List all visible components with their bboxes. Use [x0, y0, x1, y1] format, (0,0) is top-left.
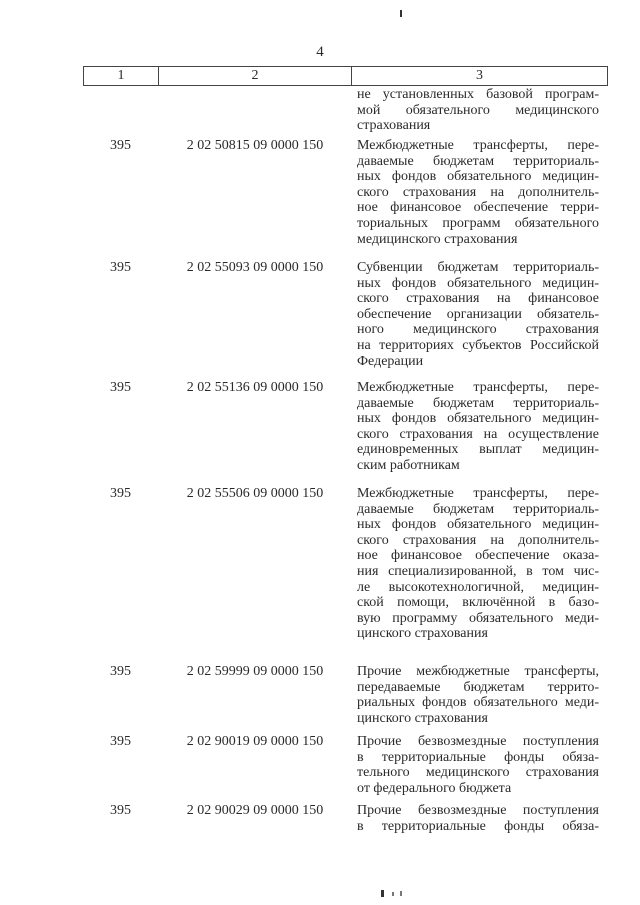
- text-line: даваемые бюджетам территориаль-: [357, 153, 599, 169]
- text-line: обеспечение организации обязатель-: [357, 306, 599, 322]
- revenue-code: 2 02 55506 09 0000 150: [186, 486, 324, 501]
- admin-code: 395: [110, 486, 131, 501]
- header-col-1: 1: [84, 67, 159, 85]
- revenue-code: 2 02 55136 09 0000 150: [186, 380, 324, 395]
- revenue-description: [357, 486, 599, 642]
- revenue-code: 2 02 90019 09 0000 150: [186, 734, 324, 749]
- text-line: не установленных базовой програм-: [357, 87, 599, 102]
- table-header: [83, 66, 608, 86]
- text-line: Межбюджетные трансферты, пере-: [357, 138, 599, 153]
- text-line: ского страхования на финансовое: [357, 291, 599, 307]
- text-line: ского страхования на дополнитель-: [357, 532, 599, 548]
- revenue-code: 2 02 55093 09 0000 150: [186, 260, 324, 275]
- text-line: Прочие безвозмездные поступления: [357, 734, 599, 749]
- text-line: Межбюджетные трансферты, пере-: [357, 486, 599, 501]
- scan-mark-top: [400, 10, 402, 17]
- text-line: цинского страхования: [357, 626, 488, 642]
- text-line: единовременных выплат медицин-: [357, 442, 599, 458]
- revenue-description: [357, 138, 599, 247]
- text-line: ное финансовое обеспечение терри-: [357, 200, 599, 216]
- text-line: страхования: [357, 118, 431, 134]
- revenue-code: 2 02 50815 09 0000 150: [186, 138, 324, 153]
- text-line: в территориальные фонды обяза-: [357, 749, 599, 765]
- text-line: ториальных программ обязательного: [357, 215, 599, 231]
- text-line: ного медицинского страхования: [357, 322, 599, 338]
- revenue-code: 2 02 90029 09 0000 150: [186, 803, 324, 818]
- admin-code: 395: [110, 138, 131, 153]
- text-line: даваемые бюджетам территориаль-: [357, 395, 599, 411]
- scan-mark-bottom-2: [392, 892, 394, 896]
- text-line: ния специализированной, в том чис-: [357, 563, 599, 579]
- text-line: ных фондов обязательного медицин-: [357, 275, 599, 291]
- text-line: ского страхования на дополнитель-: [357, 184, 599, 200]
- text-line: Федерации: [357, 353, 424, 369]
- text-line: медицинского страхования: [357, 231, 518, 247]
- revenue-description: [357, 260, 599, 369]
- scan-mark-bottom: [381, 890, 384, 897]
- revenue-description: [357, 803, 599, 834]
- text-line: ским работникам: [357, 457, 460, 473]
- text-line: цинского страхования: [357, 710, 488, 726]
- text-line: ской помощи, включённой в базо-: [357, 595, 599, 611]
- text-line: вую программу обязательного меди-: [357, 610, 599, 626]
- text-line: в территориальные фонды обяза-: [357, 818, 599, 834]
- text-line: от федерального бюджета: [357, 780, 512, 796]
- text-line: ных фондов обязательного медицин-: [357, 169, 599, 185]
- text-line: ле высокотехнологичной, медицин-: [357, 579, 599, 595]
- page-number: 4: [316, 44, 324, 60]
- header-col-3: 3: [476, 68, 483, 83]
- text-line: мой обязательного медицинского: [357, 102, 599, 118]
- text-line: Субвенции бюджетам территориаль-: [357, 260, 599, 275]
- admin-code: 395: [110, 734, 131, 749]
- text-line: ное финансовое обеспечение оказа-: [357, 548, 599, 564]
- text-line: риальных фондов обязательного меди-: [357, 695, 599, 711]
- revenue-description: [357, 734, 599, 796]
- text-line: Прочие межбюджетные трансферты,: [357, 664, 599, 679]
- admin-code: 395: [110, 803, 131, 818]
- text-line: передаваемые бюджетам террито-: [357, 679, 599, 695]
- text-line: тельного медицинского страхования: [357, 765, 599, 781]
- header-col-2: 2: [159, 67, 352, 85]
- text-line: ных фондов обязательного медицин-: [357, 517, 599, 533]
- text-line: даваемые бюджетам территориаль-: [357, 501, 599, 517]
- revenue-description: [357, 380, 599, 474]
- revenue-description: [357, 664, 599, 726]
- continuation-text: [357, 87, 599, 134]
- text-line: Межбюджетные трансферты, пере-: [357, 380, 599, 395]
- text-line: ных фондов обязательного медицин-: [357, 411, 599, 427]
- revenue-code: 2 02 59999 09 0000 150: [186, 664, 324, 679]
- text-line: на территориях субъектов Российской: [357, 337, 599, 353]
- text-line: ского страхования на осуществление: [357, 426, 599, 442]
- text-line: Прочие безвозмездные поступления: [357, 803, 599, 818]
- admin-code: 395: [110, 380, 131, 395]
- scan-mark-bottom-3: [400, 891, 402, 896]
- admin-code: 395: [110, 260, 131, 275]
- admin-code: 395: [110, 664, 131, 679]
